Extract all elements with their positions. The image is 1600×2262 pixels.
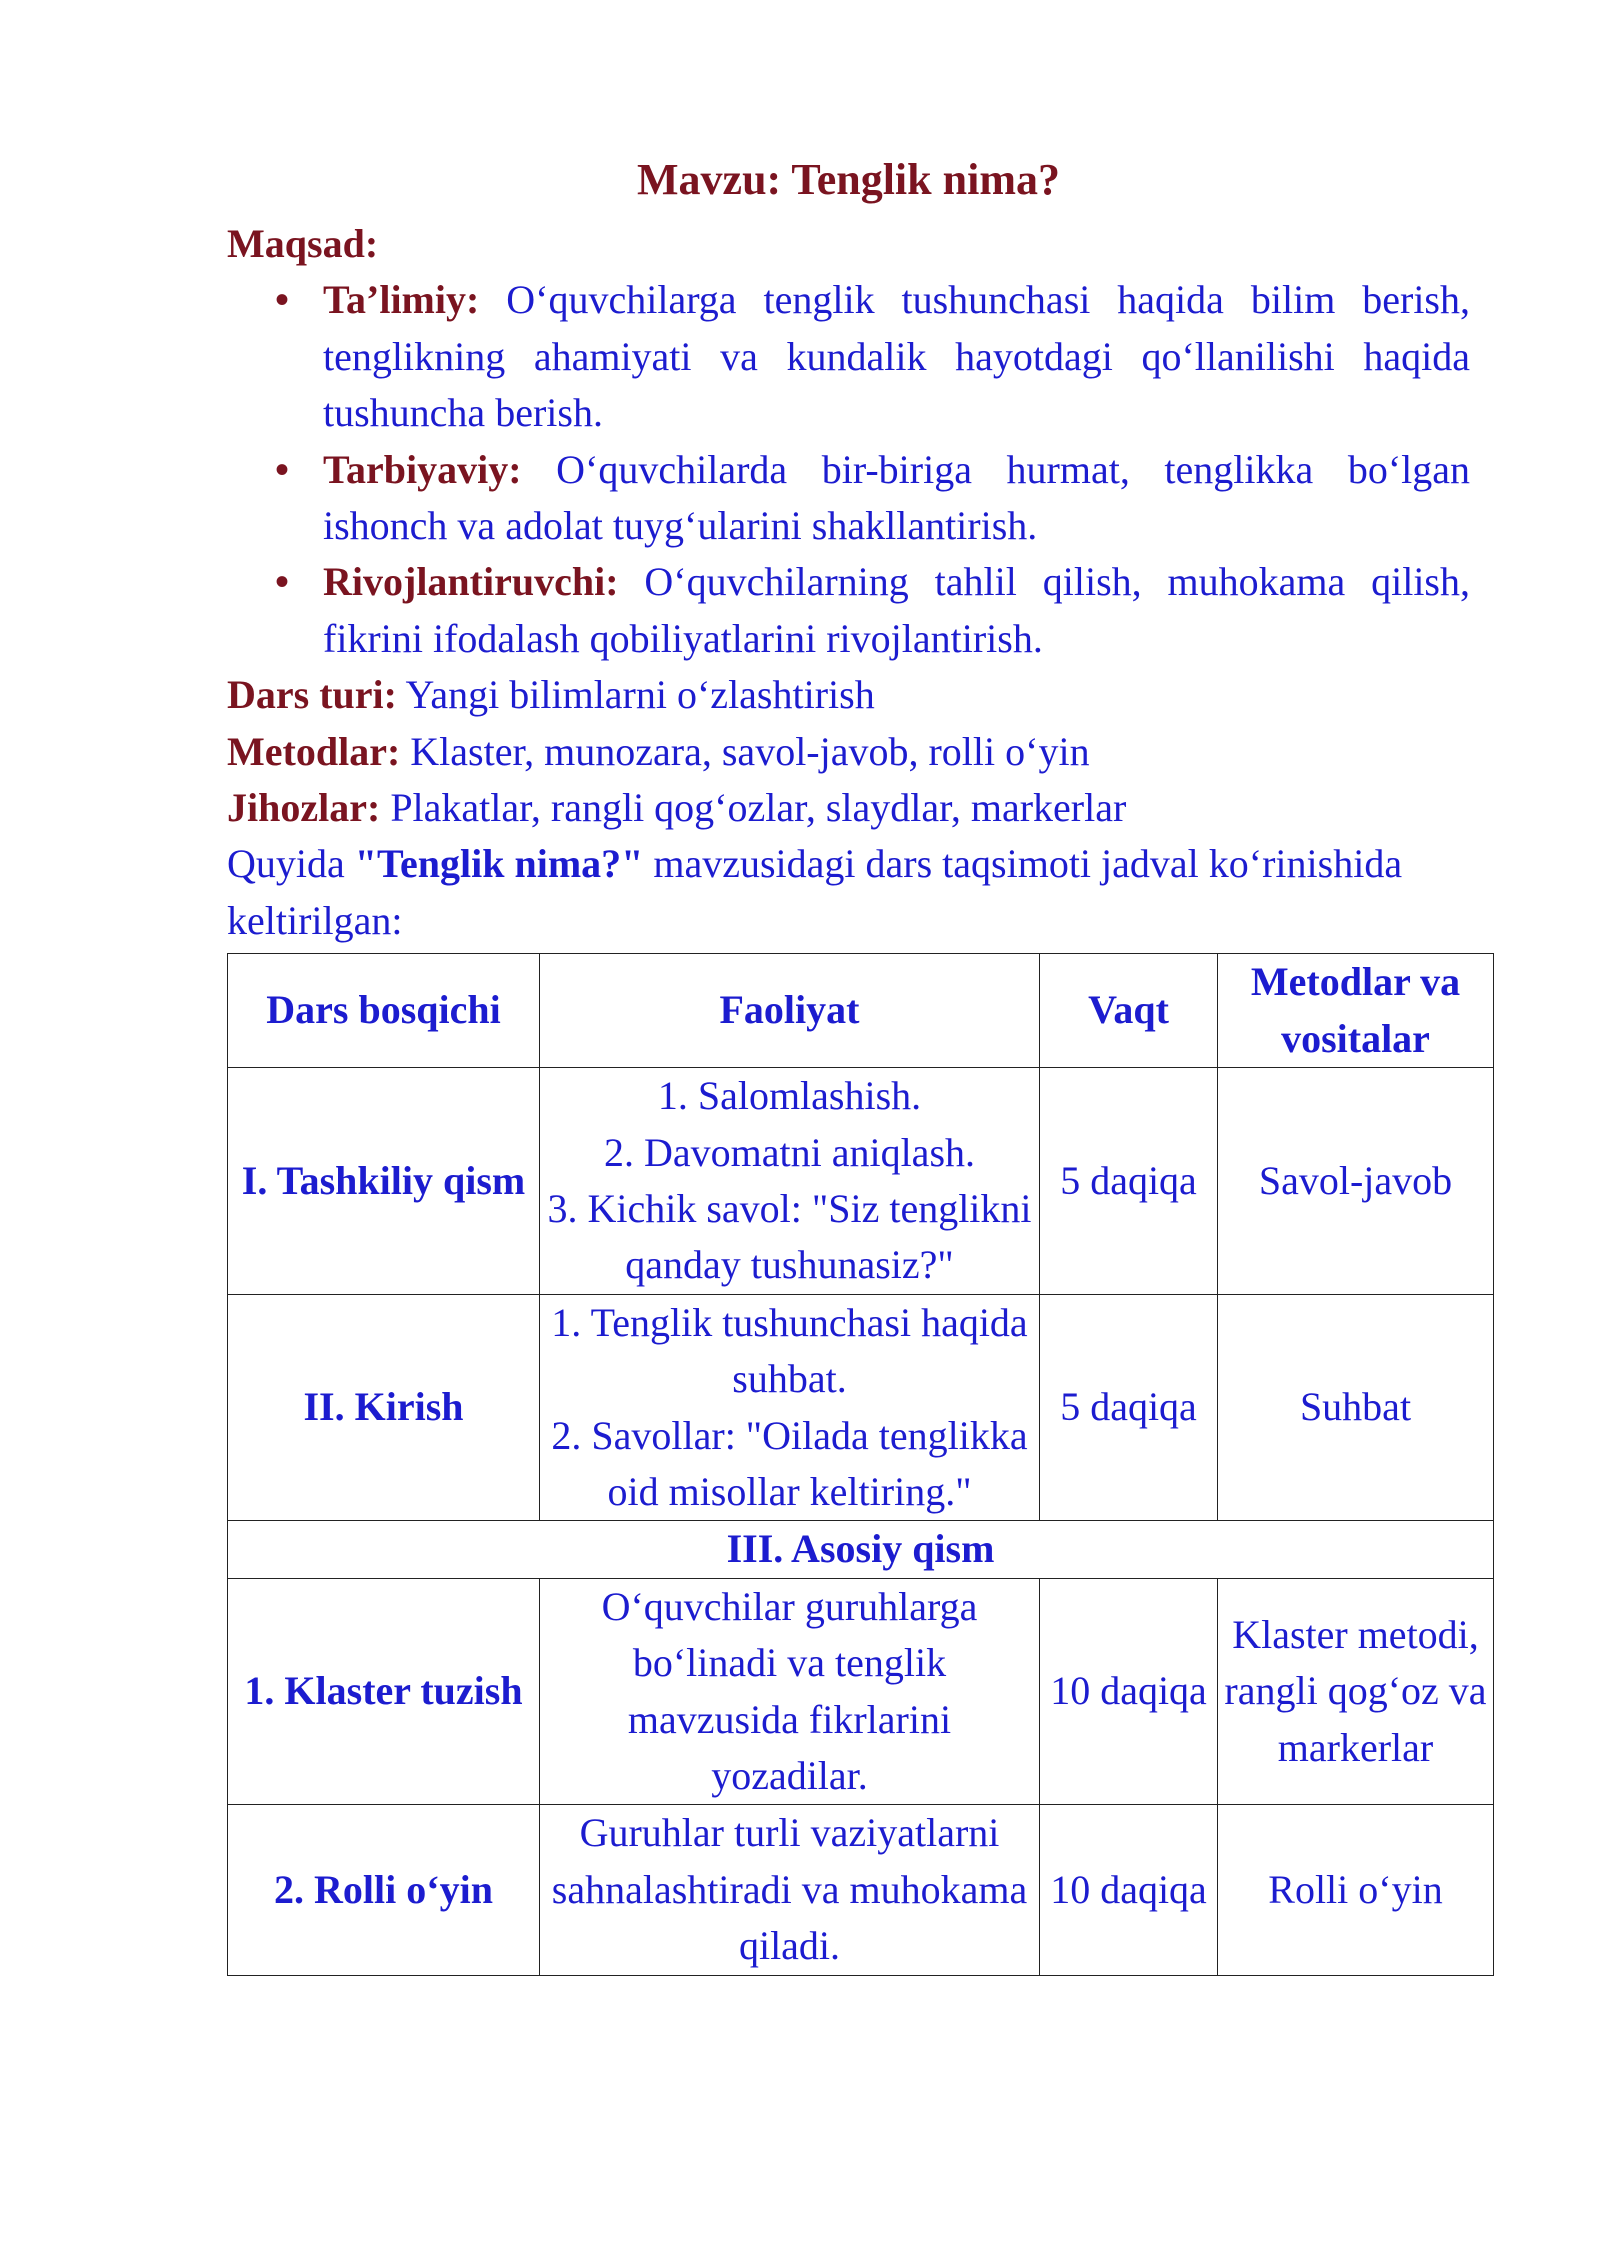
goal-item-talimiy	[227, 272, 1470, 441]
activity-line: 3. Kichik savol: "Siz tenglikni qanday tushunasiz?"	[547, 1185, 1032, 1288]
activity-line: O‘quvchilar guruhlarga bo‘linadi va tenglik mavzusida fikrlarini yozadilar.	[601, 1583, 978, 1798]
stage-cell: I. Tashkiliy qism	[228, 1068, 540, 1295]
goal-item-rivojlantiruvchi	[227, 554, 1470, 667]
methods-cell: Savol-javob	[1218, 1068, 1494, 1295]
activity-line: 1. Tenglik tushunchasi haqida suhbat.	[551, 1299, 1028, 1402]
goal-text: O‘quvchilarga tenglik tushunchasi haqida bilim berish, tenglikning ahamiyati va kundalik hayotdagi qo‘llanilishi haqida tushuncha berish.	[323, 277, 1470, 436]
intro-after: mavzusidagi dars taqsimoti jadval ko‘rinishida keltirilgan:	[227, 841, 1403, 943]
dars-turi-label: Dars turi:	[227, 672, 397, 718]
table-intro	[227, 836, 1470, 949]
metodlar-line	[227, 724, 1470, 780]
table-row	[228, 1068, 1494, 1295]
table-row	[228, 1805, 1494, 1975]
activity-cell	[540, 1068, 1040, 1295]
stage-cell: II. Kirish	[228, 1294, 540, 1521]
goals-list	[227, 272, 1470, 667]
time-cell: 5 daqiqa	[1040, 1068, 1218, 1295]
lesson-plan-table	[227, 953, 1494, 1975]
intro-quoted-topic: "Tenglik nima?"	[354, 841, 644, 887]
metodlar-value: Klaster, munozara, savol-javob, rolli o‘yin	[410, 728, 1090, 774]
goal-text: O‘quvchilarning tahlil qilish, muhokama qilish, fikrini ifodalash qobiliyatlarini rivojlantirish.	[323, 559, 1471, 661]
activity-line: 2. Savollar: "Oilada tenglikka oid misollar keltiring."	[551, 1412, 1028, 1514]
activity-cell	[540, 1805, 1040, 1975]
stage-cell: 1. Klaster tuzish	[228, 1578, 540, 1805]
header-time: Vaqt	[1040, 954, 1218, 1068]
table-row	[228, 1578, 1494, 1805]
methods-cell: Klaster metodi, rangli qog‘oz va markerlar	[1218, 1578, 1494, 1805]
dars-turi-value: Yangi bilimlarni o‘zlashtirish	[405, 672, 875, 718]
section-title: III. Asosiy qism	[228, 1521, 1494, 1578]
time-cell: 5 daqiqa	[1040, 1294, 1218, 1521]
document-page	[227, 150, 1487, 1976]
methods-cell: Suhbat	[1218, 1294, 1494, 1521]
header-stage: Dars bosqichi	[228, 954, 540, 1068]
metodlar-label: Metodlar:	[227, 728, 401, 774]
maqsad-heading: Maqsad:	[227, 221, 379, 266]
goal-text: O‘quvchilarda bir-biriga hurmat, tenglikka bo‘lgan ishonch va adolat tuyg‘ularini shakllantirish.	[323, 446, 1471, 549]
goal-label: Rivojlantiruvchi:	[323, 559, 619, 605]
methods-cell: Rolli o‘yin	[1218, 1805, 1494, 1975]
goal-label: Tarbiyaviy:	[323, 446, 522, 492]
activity-line: 2. Davomatni aniqlash.	[603, 1129, 976, 1175]
jihozlar-label: Jihozlar:	[227, 785, 381, 831]
table-row	[228, 1294, 1494, 1521]
bullet-icon: •	[275, 446, 290, 492]
stage-cell: 2. Rolli o‘yin	[228, 1805, 540, 1975]
activity-line: 1. Salomlashish.	[657, 1073, 922, 1119]
time-cell: 10 daqiqa	[1040, 1805, 1218, 1975]
activity-line: Guruhlar turli vaziyatlarni sahnalashtiradi va muhokama qiladi.	[551, 1810, 1028, 1969]
table-header-row	[228, 954, 1494, 1068]
bullet-icon: •	[275, 559, 290, 605]
section-row	[228, 1521, 1494, 1578]
time-cell: 10 daqiqa	[1040, 1578, 1218, 1805]
activity-cell	[540, 1294, 1040, 1521]
page-title: Mavzu: Tenglik nima?	[637, 155, 1060, 204]
jihozlar-line	[227, 780, 1470, 836]
activity-cell	[540, 1578, 1040, 1805]
bullet-icon: •	[275, 277, 290, 323]
jihozlar-value: Plakatlar, rangli qog‘ozlar, slaydlar, markerlar	[390, 785, 1127, 831]
header-activity: Faoliyat	[540, 954, 1040, 1068]
goal-label: Ta’limiy:	[323, 277, 480, 323]
header-methods: Metodlar va vositalar	[1218, 954, 1494, 1068]
intro-before: Quyida	[227, 841, 345, 887]
dars-turi-line	[227, 667, 1470, 723]
goal-item-tarbiyaviy	[227, 442, 1470, 555]
